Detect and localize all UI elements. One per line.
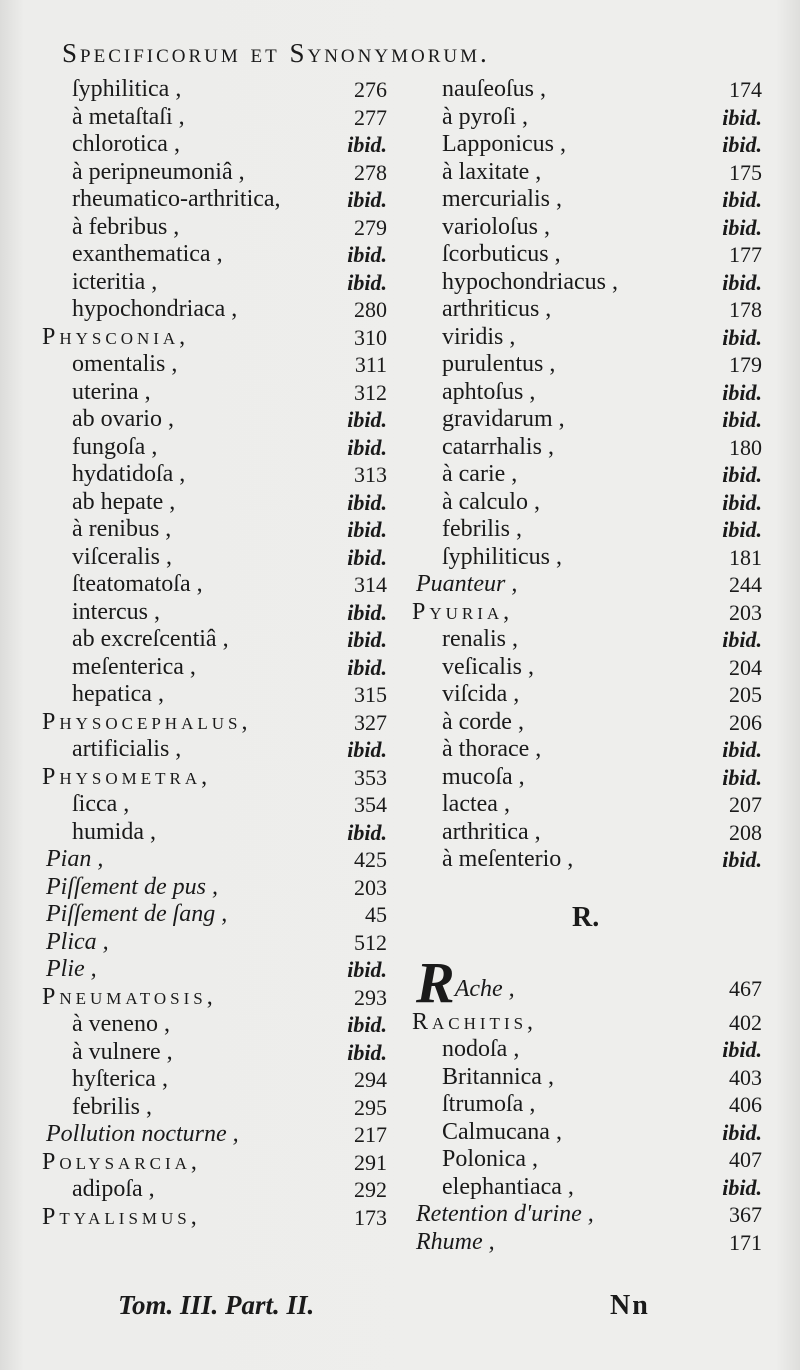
index-sub-entry bbox=[42, 1039, 387, 1067]
entry-term: ſtrumoſa , bbox=[442, 1091, 536, 1117]
index-sub-entry bbox=[412, 324, 762, 352]
entry-page: 207 bbox=[729, 792, 762, 817]
index-sub-entry bbox=[42, 461, 387, 489]
index-french-entry bbox=[42, 956, 387, 984]
entry-term: meſenterica , bbox=[72, 653, 196, 680]
entry-page: 177 bbox=[729, 242, 762, 267]
entry-term: hypochondriacus , bbox=[442, 268, 618, 295]
section-letter-text: R. bbox=[572, 901, 600, 933]
entry-term: Piſſement de ſang , bbox=[46, 901, 228, 927]
entry-term: Pian , bbox=[46, 846, 104, 872]
index-sub-entry bbox=[412, 736, 762, 764]
index-sub-entry bbox=[42, 681, 387, 709]
entry-term: arthritica , bbox=[442, 818, 541, 845]
index-sub-entry bbox=[412, 791, 762, 819]
entry-page: 180 bbox=[729, 434, 762, 460]
index-sub-entry bbox=[412, 1146, 762, 1174]
index-sub-entry bbox=[412, 626, 762, 654]
entry-term: hepatica , bbox=[72, 681, 164, 707]
entry-page: ibid. bbox=[347, 737, 387, 762]
entry-term: viridis , bbox=[442, 323, 516, 350]
entry-term: Physometra, bbox=[42, 763, 212, 790]
entry-page: ibid. bbox=[347, 489, 387, 515]
entry-term: viſceralis , bbox=[72, 543, 172, 570]
entry-term: hyſterica , bbox=[72, 1066, 168, 1092]
entry-term: nodoſa , bbox=[442, 1036, 520, 1062]
entry-term: à febribus , bbox=[72, 213, 180, 240]
index-sub-entry bbox=[42, 131, 387, 159]
index-french-entry bbox=[412, 571, 762, 599]
entry-term: purulentus , bbox=[442, 351, 556, 377]
entry-term: Retention d'urine , bbox=[416, 1201, 594, 1227]
entry-page: 179 bbox=[729, 352, 762, 377]
index-main-entry bbox=[42, 1149, 387, 1177]
index-sub-entry bbox=[42, 296, 387, 324]
entry-term: à vulnere , bbox=[72, 1038, 173, 1065]
entry-page: ibid. bbox=[347, 434, 387, 460]
entry-page: 175 bbox=[729, 159, 762, 185]
index-sub-entry bbox=[412, 131, 762, 159]
index-sub-entry bbox=[412, 1119, 762, 1147]
entry-page: ibid. bbox=[722, 517, 762, 542]
index-main-entry bbox=[42, 1204, 387, 1232]
entry-term: à meſenterio , bbox=[442, 846, 574, 872]
index-sub-entry bbox=[412, 104, 762, 132]
entry-term: à corde , bbox=[442, 708, 524, 735]
index-sub-entry bbox=[42, 626, 387, 654]
entry-page: ibid. bbox=[722, 737, 762, 762]
entry-term: exanthematica , bbox=[72, 241, 223, 267]
entry-term: fungoſa , bbox=[72, 433, 158, 460]
entry-term: lactea , bbox=[442, 791, 510, 817]
index-sub-entry bbox=[412, 681, 762, 709]
volume-signature: Tom. III. Part. II. bbox=[118, 1290, 315, 1320]
index-sub-entry bbox=[412, 1091, 762, 1119]
index-sub-entry bbox=[412, 351, 762, 379]
entry-page: ibid. bbox=[722, 764, 762, 790]
entry-term: à thorace , bbox=[442, 736, 542, 762]
entry-term: gravidarum , bbox=[442, 406, 565, 432]
entry-page: ibid. bbox=[347, 407, 387, 432]
index-sub-entry bbox=[412, 846, 762, 874]
index-sub-entry bbox=[412, 269, 762, 297]
entry-page: 45 bbox=[365, 902, 387, 927]
index-sub-entry bbox=[412, 544, 762, 572]
entry-page: 208 bbox=[729, 819, 762, 845]
entry-page: ibid. bbox=[722, 847, 762, 872]
index-sub-entry bbox=[42, 351, 387, 379]
index-sub-entry bbox=[42, 571, 387, 599]
entry-term: icteritia , bbox=[72, 268, 158, 295]
entry-page: 171 bbox=[729, 1229, 762, 1255]
index-sub-entry bbox=[412, 654, 762, 682]
index-french-entry bbox=[42, 1121, 387, 1149]
entry-page: 276 bbox=[354, 77, 387, 102]
index-sub-entry bbox=[42, 1066, 387, 1094]
index-sub-entry bbox=[42, 1094, 387, 1122]
index-sub-entry bbox=[412, 406, 762, 434]
index-french-entry bbox=[42, 929, 387, 957]
entry-page: ibid. bbox=[347, 517, 387, 542]
index-sub-entry bbox=[42, 544, 387, 572]
entry-term: nauſeoſus , bbox=[442, 76, 546, 102]
entry-page: 402 bbox=[729, 1009, 762, 1035]
entry-page: ibid. bbox=[722, 489, 762, 515]
entry-page: ibid. bbox=[347, 957, 387, 982]
entry-term: mucoſa , bbox=[442, 763, 525, 790]
entry-term: ſcorbuticus , bbox=[442, 241, 561, 267]
entry-page: 181 bbox=[729, 544, 762, 570]
entry-term: à carie , bbox=[442, 461, 518, 487]
entry-page: 203 bbox=[729, 599, 762, 625]
entry-term: chlorotica , bbox=[72, 131, 180, 157]
entry-term: adipoſa , bbox=[72, 1176, 155, 1202]
section-letter bbox=[412, 874, 762, 954]
entry-term: ſicca , bbox=[72, 791, 130, 817]
entry-page: ibid. bbox=[347, 599, 387, 625]
entry-page: 406 bbox=[729, 1092, 762, 1117]
index-sub-entry bbox=[412, 379, 762, 407]
index-sub-entry bbox=[42, 819, 387, 847]
index-french-entry bbox=[412, 1201, 762, 1229]
entry-term: artificialis , bbox=[72, 736, 182, 762]
entry-term: febrilis , bbox=[442, 516, 522, 542]
index-sub-entry bbox=[42, 1176, 387, 1204]
index-sub-entry bbox=[412, 709, 762, 737]
entry-page: 403 bbox=[729, 1064, 762, 1090]
index-sub-entry bbox=[42, 516, 387, 544]
entry-page: ibid. bbox=[722, 1119, 762, 1145]
index-sub-entry bbox=[42, 654, 387, 682]
entry-page: ibid. bbox=[347, 1039, 387, 1065]
entry-page: ibid. bbox=[347, 627, 387, 652]
entry-term: à pyroſi , bbox=[442, 103, 528, 130]
entry-page: ibid. bbox=[722, 1174, 762, 1200]
right-column-bottom-entries bbox=[412, 1009, 762, 1257]
entry-page: 314 bbox=[354, 572, 387, 597]
entry-term: Rachitis, bbox=[412, 1008, 538, 1035]
index-sub-entry bbox=[42, 241, 387, 269]
entry-page: ibid. bbox=[722, 214, 762, 240]
entry-term: à calculo , bbox=[442, 488, 540, 515]
index-sub-entry bbox=[412, 76, 762, 104]
entry-term: ſyphiliticus , bbox=[442, 543, 562, 570]
index-sub-entry bbox=[412, 489, 762, 517]
index-sub-entry bbox=[412, 1174, 762, 1202]
entry-term: Pyuria, bbox=[412, 598, 514, 625]
index-sub-entry bbox=[42, 599, 387, 627]
index-sub-entry bbox=[412, 1064, 762, 1092]
entry-page: 312 bbox=[354, 379, 387, 405]
index-main-entry bbox=[42, 984, 387, 1012]
index-french-entry bbox=[412, 1229, 762, 1257]
entry-page: ibid. bbox=[347, 187, 387, 212]
entry-page: ibid. bbox=[722, 269, 762, 295]
entry-page: ibid. bbox=[722, 104, 762, 130]
entry-page: 407 bbox=[729, 1147, 762, 1172]
entry-page: 291 bbox=[354, 1149, 387, 1175]
entry-page: 293 bbox=[354, 984, 387, 1010]
entry-page: ibid. bbox=[347, 1012, 387, 1037]
index-sub-entry bbox=[412, 461, 762, 489]
entry-page: ibid. bbox=[347, 242, 387, 267]
index-sub-entry bbox=[412, 1036, 762, 1064]
entry-term: Piſſement de pus , bbox=[46, 873, 218, 900]
entry-page: ibid. bbox=[722, 627, 762, 652]
index-sub-entry bbox=[42, 159, 387, 187]
index-sub-entry bbox=[42, 434, 387, 462]
entry-page: ibid. bbox=[722, 1037, 762, 1062]
entry-term: catarrhalis , bbox=[442, 433, 554, 460]
entry-page: 278 bbox=[354, 159, 387, 185]
entry-term: veſicalis , bbox=[442, 653, 534, 680]
index-sub-entry bbox=[412, 296, 762, 324]
entry-page: 217 bbox=[354, 1122, 387, 1147]
index-main-entry bbox=[412, 1009, 762, 1037]
gathering-mark: Nn bbox=[610, 1290, 650, 1321]
entry-page: ibid. bbox=[722, 379, 762, 405]
index-sub-entry bbox=[412, 434, 762, 462]
entry-term: à metaſtaſi , bbox=[72, 103, 185, 130]
entry-page: 205 bbox=[729, 682, 762, 707]
index-sub-entry bbox=[42, 214, 387, 242]
index-main-entry bbox=[42, 324, 387, 352]
entry-page: ibid. bbox=[347, 544, 387, 570]
entry-page: ibid. bbox=[722, 187, 762, 212]
entry-term: intercus , bbox=[72, 598, 160, 625]
entry-page: 425 bbox=[354, 847, 387, 872]
entry-page: 206 bbox=[729, 709, 762, 735]
entry-term: renalis , bbox=[442, 626, 518, 652]
entry-page: ibid. bbox=[347, 132, 387, 157]
entry-term: Plie , bbox=[46, 956, 97, 982]
entry-term: à laxitate , bbox=[442, 158, 542, 185]
entry-page: 244 bbox=[729, 572, 762, 597]
index-main-entry bbox=[412, 599, 762, 627]
drop-initial-rest: Ache , bbox=[454, 975, 515, 1002]
entry-page: 512 bbox=[354, 929, 387, 955]
entry-term: viſcida , bbox=[442, 681, 520, 707]
entry-page: 277 bbox=[354, 104, 387, 130]
entry-term: elephantiaca , bbox=[442, 1173, 574, 1200]
entry-page: ibid. bbox=[722, 132, 762, 157]
index-sub-entry bbox=[42, 406, 387, 434]
entry-page: 467 bbox=[729, 975, 762, 1001]
entry-term: Physconia, bbox=[42, 323, 190, 350]
left-column bbox=[42, 76, 387, 1231]
entry-term: aphtoſus , bbox=[442, 378, 536, 405]
entry-page: ibid. bbox=[347, 654, 387, 680]
entry-term: ſyphilitica , bbox=[72, 76, 182, 102]
entry-term: à veneno , bbox=[72, 1011, 170, 1037]
entry-term: Pneumatosis, bbox=[42, 983, 217, 1010]
entry-page: 367 bbox=[729, 1202, 762, 1227]
right-column-top-entries bbox=[412, 76, 762, 874]
entry-page: ibid. bbox=[722, 407, 762, 432]
index-french-entry bbox=[42, 874, 387, 902]
entry-term: Lapponicus , bbox=[442, 131, 566, 157]
index-main-entry bbox=[42, 709, 387, 737]
entry-page: 204 bbox=[729, 654, 762, 680]
entry-page: 327 bbox=[354, 709, 387, 735]
index-sub-entry bbox=[412, 159, 762, 187]
index-sub-entry bbox=[42, 489, 387, 517]
index-sub-entry bbox=[412, 819, 762, 847]
entry-term: Puanteur , bbox=[416, 571, 518, 597]
entry-term: febrilis , bbox=[72, 1093, 152, 1120]
entry-page: 295 bbox=[354, 1094, 387, 1120]
index-sub-entry bbox=[412, 516, 762, 544]
entry-page: ibid. bbox=[722, 324, 762, 350]
entry-term: ſteatomatoſa , bbox=[72, 571, 203, 597]
entry-term: Pollution nocturne , bbox=[46, 1121, 239, 1147]
entry-page: 279 bbox=[354, 214, 387, 240]
index-main-entry bbox=[42, 764, 387, 792]
entry-page: 313 bbox=[354, 462, 387, 487]
index-sub-entry bbox=[42, 186, 387, 214]
entry-term: Polonica , bbox=[442, 1146, 538, 1172]
entry-page: 173 bbox=[354, 1204, 387, 1230]
entry-page: 315 bbox=[354, 682, 387, 707]
entry-term: ab excreſcentiâ , bbox=[72, 626, 229, 652]
entry-term: rheumatico-arthritica, bbox=[72, 186, 281, 212]
entry-page: 311 bbox=[354, 352, 387, 377]
entry-term: omentalis , bbox=[72, 351, 178, 377]
index-sub-entry bbox=[42, 76, 387, 104]
entry-term: Rhume , bbox=[416, 1228, 495, 1255]
index-sub-entry bbox=[412, 214, 762, 242]
entry-page: 178 bbox=[729, 297, 762, 322]
entry-term: à peripneumoniâ , bbox=[72, 158, 245, 185]
entry-page: ibid. bbox=[347, 269, 387, 295]
entry-page: 292 bbox=[354, 1177, 387, 1202]
entry-page: 354 bbox=[354, 792, 387, 817]
entry-term: Britannica , bbox=[442, 1063, 554, 1090]
right-column bbox=[412, 76, 762, 1256]
page-header: Specificorum et Synonymorum. bbox=[62, 38, 490, 68]
entry-term: varioloſus , bbox=[442, 213, 550, 240]
entry-term: Calmucana , bbox=[442, 1118, 562, 1145]
entry-page: ibid. bbox=[722, 462, 762, 487]
entry-term: hypochondriaca , bbox=[72, 296, 238, 322]
entry-term: Plica , bbox=[46, 928, 109, 955]
entry-term: uterina , bbox=[72, 378, 151, 405]
index-sub-entry bbox=[42, 379, 387, 407]
entry-term: à renibus , bbox=[72, 516, 172, 542]
entry-page: ibid. bbox=[347, 819, 387, 845]
entry-term: ab hepate , bbox=[72, 488, 176, 515]
entry-term: ab ovario , bbox=[72, 406, 174, 432]
index-sub-entry bbox=[42, 791, 387, 819]
entry-page: 310 bbox=[354, 324, 387, 350]
index-french-entry bbox=[42, 846, 387, 874]
entry-page: 203 bbox=[354, 874, 387, 900]
index-sub-entry bbox=[42, 104, 387, 132]
index-sub-entry bbox=[412, 186, 762, 214]
index-sub-entry bbox=[42, 269, 387, 297]
index-sub-entry bbox=[42, 736, 387, 764]
drop-initial: R bbox=[416, 949, 455, 1015]
index-sub-entry bbox=[42, 1011, 387, 1039]
index-sub-entry bbox=[412, 241, 762, 269]
entry-page: 174 bbox=[729, 77, 762, 102]
entry-term: hydatidoſa , bbox=[72, 461, 186, 487]
entry-page: 280 bbox=[354, 297, 387, 322]
entry-page: 294 bbox=[354, 1067, 387, 1092]
entry-term: humida , bbox=[72, 818, 156, 845]
entry-term: arthriticus , bbox=[442, 296, 552, 322]
index-sub-entry bbox=[412, 764, 762, 792]
index-french-entry bbox=[42, 901, 387, 929]
entry-term: Polysarcia, bbox=[42, 1148, 201, 1175]
rache-entry bbox=[412, 949, 762, 1015]
entry-term: mercurialis , bbox=[442, 186, 562, 212]
entry-page: 353 bbox=[354, 764, 387, 790]
entry-term: Physocephalus, bbox=[42, 708, 252, 735]
entry-term: Ptyalismus, bbox=[42, 1203, 201, 1230]
